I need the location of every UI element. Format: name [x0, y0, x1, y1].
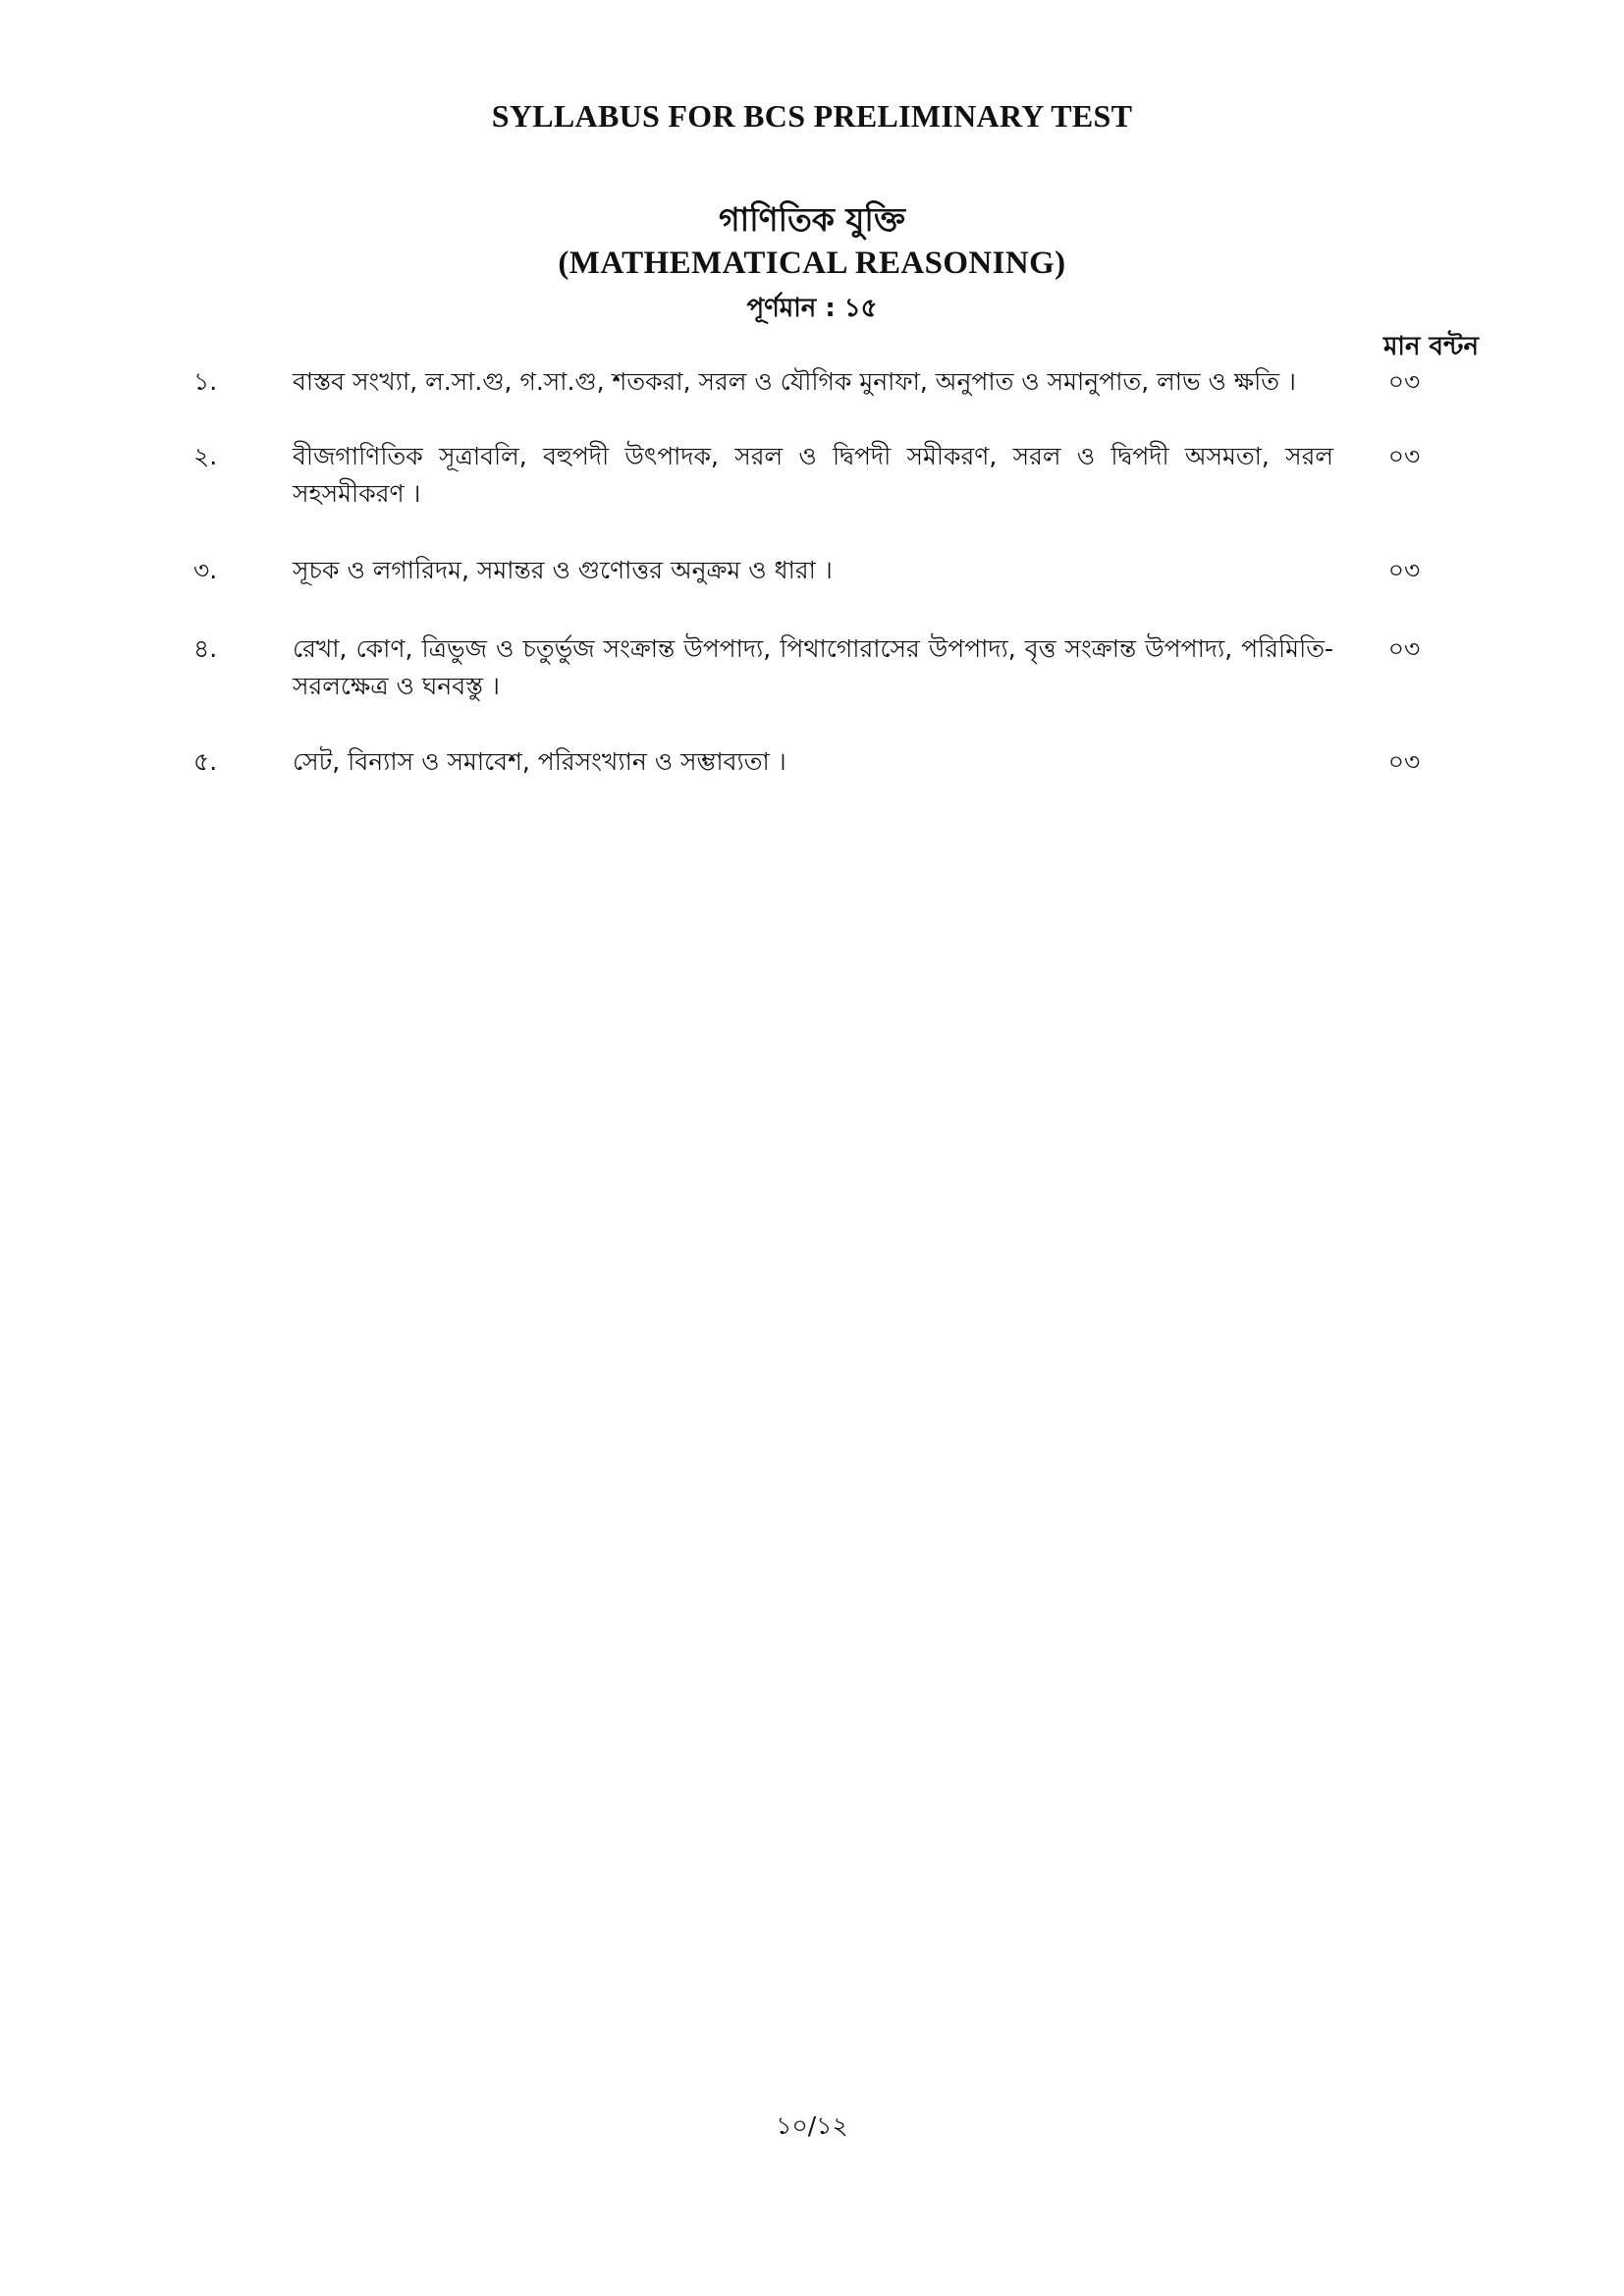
topic-text: সূচক ও লগারিদম, সমান্তর ও গুণোত্তর অনুক্রম ও ধারা । [293, 556, 833, 584]
marks-distribution-header: মান বন্টন [1383, 332, 1479, 361]
topic-number: ৪. [193, 634, 218, 663]
topic-number: ৩. [193, 556, 218, 584]
topic-text: সেট, বিন্যাস ও সমাবেশ, পরিসংখ্যান ও সম্ভাব্যতা । [293, 747, 786, 776]
full-marks: পূর্ণমান : ১৫ [746, 294, 878, 323]
document-title: SYLLABUS FOR BCS PRELIMINARY TEST [491, 98, 1133, 134]
subject-title-english: (MATHEMATICAL REASONING) [558, 246, 1066, 281]
topic-text: বীজগাণিতিক সূত্রাবলি, বহুপদী উৎপাদক, সরল ও দ্বিপদী সমীকরণ, সরল ও দ্বিপদী অসমতা, সরল সহসমীকরণ । [293, 442, 1333, 508]
topic-marks: ০৩ [1387, 556, 1421, 584]
page-number: ১০/১২ [776, 2111, 848, 2140]
topic-text: বাস্তব সংখ্যা, ল.সা.গু, গ.সা.গু, শতকরা, সরল ও যৌগিক মুনাফা, অনুপাত ও সমানুপাত, লাভ ও ক্ষতি । [293, 367, 1296, 396]
topic-number: ৫. [193, 747, 218, 776]
topic-number: ২. [193, 442, 218, 470]
topic-marks: ০৩ [1387, 747, 1421, 776]
topic-text: রেখা, কোণ, ত্রিভুজ ও চতুর্ভুজ সংক্রান্ত উপপাদ্য, পিথাগোরাসের উপপাদ্য, বৃত্ত সংক্রান্ত উপপাদ্য, পরিমিতি- সরলক্ষেত্র ও ঘনবস্তু । [293, 634, 1333, 700]
topic-marks: ০৩ [1387, 442, 1421, 470]
topic-marks: ০৩ [1387, 634, 1421, 663]
topic-marks: ০৩ [1387, 367, 1421, 396]
topic-number: ১. [193, 367, 218, 396]
subject-title-bengali: গাণিতিক যুক্তি [719, 200, 905, 239]
